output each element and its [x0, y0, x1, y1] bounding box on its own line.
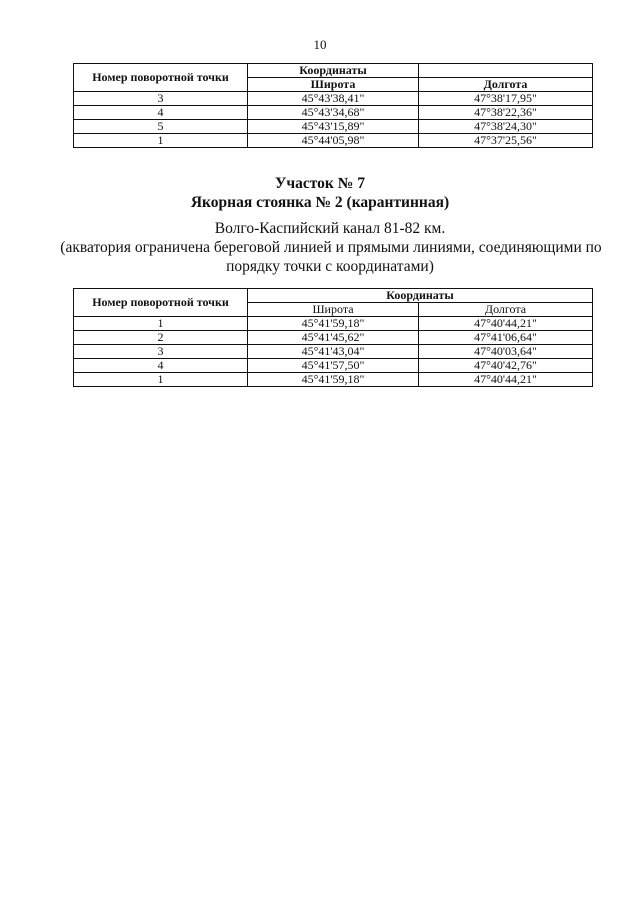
header-empty	[419, 64, 593, 78]
point-cell: 2	[74, 331, 248, 345]
section-title: Участок № 7	[275, 175, 365, 192]
point-cell: 1	[74, 373, 248, 387]
table-row	[74, 331, 593, 345]
point-cell: 1	[74, 134, 248, 148]
point-cell: 5	[74, 120, 248, 134]
latitude-cell: 45°44'05,98"	[248, 134, 419, 148]
table-header-row	[74, 64, 593, 78]
table-row	[74, 345, 593, 359]
coordinates-table-2	[73, 288, 593, 387]
point-cell: 4	[74, 359, 248, 373]
header-longitude: Долгота	[419, 303, 593, 317]
header-latitude: Широта	[248, 303, 419, 317]
latitude-cell: 45°43'34,68"	[248, 106, 419, 120]
header-latitude: Широта	[248, 78, 419, 92]
longitude-cell: 47°38'22,36"	[419, 106, 593, 120]
longitude-cell: 47°37'25,56"	[419, 134, 593, 148]
longitude-cell: 47°40'03,64"	[419, 345, 593, 359]
latitude-cell: 45°41'43,04"	[248, 345, 419, 359]
header-point: Номер поворотной точки	[74, 64, 248, 92]
latitude-cell: 45°41'59,18"	[248, 373, 419, 387]
header-coordinates: Координаты	[248, 64, 419, 78]
latitude-cell: 45°41'45,62"	[248, 331, 419, 345]
header-point: Номер поворотной точки	[74, 289, 248, 317]
longitude-cell: 47°41'06,64"	[419, 331, 593, 345]
longitude-cell: 47°40'44,21"	[419, 317, 593, 331]
longitude-cell: 47°38'17,95"	[419, 92, 593, 106]
header-longitude: Долгота	[419, 78, 593, 92]
table-row	[74, 120, 593, 134]
point-cell: 1	[74, 317, 248, 331]
section-description-line-2: порядку точки с координатами)	[226, 258, 434, 275]
table-header-row	[74, 289, 593, 303]
section-location: Волго-Каспийский канал 81-82 км.	[214, 220, 446, 237]
longitude-cell: 47°40'44,21"	[419, 373, 593, 387]
longitude-cell: 47°38'24,30"	[419, 120, 593, 134]
latitude-cell: 45°43'15,89"	[248, 120, 419, 134]
section-description-line-1: (акватория ограничена береговой линией и прямыми линиями, соединяющими по	[60, 239, 602, 256]
latitude-cell: 45°41'57,50"	[248, 359, 419, 373]
table-row	[74, 359, 593, 373]
table-row	[74, 317, 593, 331]
point-cell: 3	[74, 92, 248, 106]
table-row	[74, 373, 593, 387]
table-row	[74, 106, 593, 120]
table-row	[74, 92, 593, 106]
section-subtitle: Якорная стоянка № 2 (карантинная)	[190, 194, 450, 211]
longitude-cell: 47°40'42,76"	[419, 359, 593, 373]
point-cell: 4	[74, 106, 248, 120]
point-cell: 3	[74, 345, 248, 359]
latitude-cell: 45°43'38,41"	[248, 92, 419, 106]
latitude-cell: 45°41'59,18"	[248, 317, 419, 331]
coordinates-table-1	[73, 63, 593, 148]
page-number: 10	[313, 37, 327, 52]
header-coordinates: Координаты	[248, 289, 593, 303]
table-row	[74, 134, 593, 148]
